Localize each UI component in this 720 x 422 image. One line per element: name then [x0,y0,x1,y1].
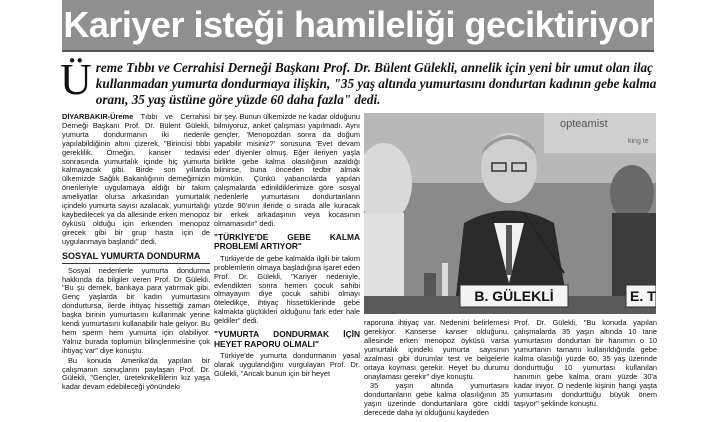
nameplate-right: E. T [630,288,656,304]
bottom-col1-paragraph-2: 35 yaşın altında yumurtasını dondurtanların gebe kalma olasılığının 35 yaşın üzerinde dondurtanlara göre ciddi derecede daha iyi olduğunu kaydeden [364,381,509,417]
col2-paragraph-2: Türkiye'de de gebe kalmakla ilgili bir takım problemlerin olmaya başladığına işaret eden Prof. Dr. Gülekli, "Kariyer nedeniyle, evlendikten sonra hemen çocuk sahibi olmayayım diye çocuk sahibi olmayı öteledikçe, ihtiyaç hissettiklerinde gebe kalmakta güçlükleri olduğunu fark eder hale geldiler" dedi. [214,253,360,326]
bottom-col1-paragraph-1: raporuna ihtiyaç var. Nedenini belirlemesi gerekiyor. Kanserse kanser olduğunu, allesinde erken menopoz öyküsü varsa yumurtalık içindeki yumurta sayısının azalması gibi durumlar test ve belgelerle ortaya koyması gerekir. Heyet bu durumu onaylaması gerekir" diye konuştu. [364,318,509,381]
col2-paragraph-3: Türkiye'de yumurta dondurmanın yasal olarak uygulandığını vurgulayan Prof. Dr. Gülekli, "Ancak bunun için bir heyet [214,351,360,378]
col1-paragraph-3: Bu konuda Amerika'da yapılan bir çalışmanın sonuçlarını paylaşan Prof. Dr. Gülekli, "Gençler, üreteknikellilerin kız yaşa kadar devam edebileceği yönündeki [62,355,210,392]
subhead-heyet: "YUMURTA DONDURMAK İÇİN HEYET RAPORU OLMALI" [214,329,360,349]
nameplate-left: B. GÜLEKLİ [474,288,554,304]
col2-paragraph-1: bir şey. Bunun ülkemizde ne kadar olduğunu bilmiyoruz, anket çalışması yapılmadı. Aynı gençler, 'Menopozdan sonra da doğum yapabilir misiniz?' sorusuna 'Evet devam eder' diyenler olmuş. Eğer ileriyen yaşla birlikte gebe kalma olasılığının azaldığı bilinirse, buna önceden tedbir almak mümkün. Çünkü yabancılarda yapılan çalışmalarda edinildiklerimize göre sosyal nedenlerle yumurtasını dondurtanların yüzde 90'ının ileride o sırada alle kuracak bir erkek arkadaşının veya kocasının olmamasıdır" dedi. [214,112,360,228]
press-photo [364,113,656,314]
backdrop-text: opteamist [560,118,608,130]
photo-illustration [364,113,656,314]
col1-paragraph-1: Tıbbı ve Cerrahisi Derneği Başkanı Prof. Dr. Bülent Gülekli, yumurta dondurmanın iki nedenle yapılabildiğinin altını çizerek, "Birincisi tıbbi gereklilik. Örneğin, kanser tedavisi sonrasında yumurtalık içinde hiç yumurta kalmayacak gibi. Birde son yıllarda ülkemizde Sağlık Bakanlığının derneğimizin önerileriyle uygulamaya aldığı bir takım ameliyatlar olursa arkasından yumurtalık içindeki yumurta sayısı azalacak, yumurtalığı kaybedilecek ya da allesinde erken menopoz öyküsü olduğu için erkenden menopoz girecek gibi bir grup hasta için de uygulanmaya başlandı" dedi. [62,112,211,246]
lead-paragraph [60,55,660,108]
bottom-column-1 [364,318,509,417]
bottom-col2-paragraph: Prof. Dr. Gülekli, "Bu konuda yapılan çalışmalarda 35 yaşın altında 10 tane yumurtasını dondurtan bir hanımın o 10 yumurtanın tamamı kullanıldığında gebe kalma olasılığı yüzde 60, 35 yaş üzerinde dondurttuğu 10 yumurtası kullanılan hanımın gebe kalma oranı yüzde 30'a kadar iniyor. O nedenle kişinin hangi yaşta yumurtasını dondurttuğu büyük önem taşıyor" şeklinde konuştu. [514,318,657,408]
col1-paragraph-2: Sosyal nedenlerle yumurta dondurma hakkında da bilgiler veren Prof. Dr Gülekli, "Bu şu demek, bankaya para yatırmak gibi. Genç yaşlarda bir kadın yumurtasını dondurtursa, ilerde ihtiyaç hissettiği zaman başka birinin yumurtasını kullanmak yerine kendi yumurtasını kullanabilir hale geliyor. Bu hem sperm hem yumurta için olabiliyor. Yalnız burada toplumun bilinçlenmesine çok ihtiyaç var" diye konuştu. [62,265,210,355]
backdrop-small: king te [628,138,649,145]
dateline: DİYARBAKIR-Üreme [62,112,134,121]
column-2 [214,113,360,380]
drop-cap: Ü [60,55,92,104]
headline: Kariyer isteği hamileliği geciktiriyor [62,0,654,52]
bottom-column-2 [514,318,657,408]
subhead-sosyal: SOSYAL YUMURTA DONDURMA [62,251,210,264]
column-1 [62,113,210,393]
subhead-turkiye: "TÜRKİYE'DE GEBE KALMA PROBLEMİ ARTIYOR" [214,231,360,252]
lead-text: reme Tıbbı ve Cerrahisi Derneği Başkanı Prof. Dr. Bülent Gülekli, annelik için yeni bir umut olan ilaç kullanmadan yumurta dondurmaya ilişkin, "35 yaş altında yumurtasını dondurtan kadının gebe kalma oranı, 35 yaş üstüne göre yüzde 60 daha fazla" dedi. [95,60,657,107]
